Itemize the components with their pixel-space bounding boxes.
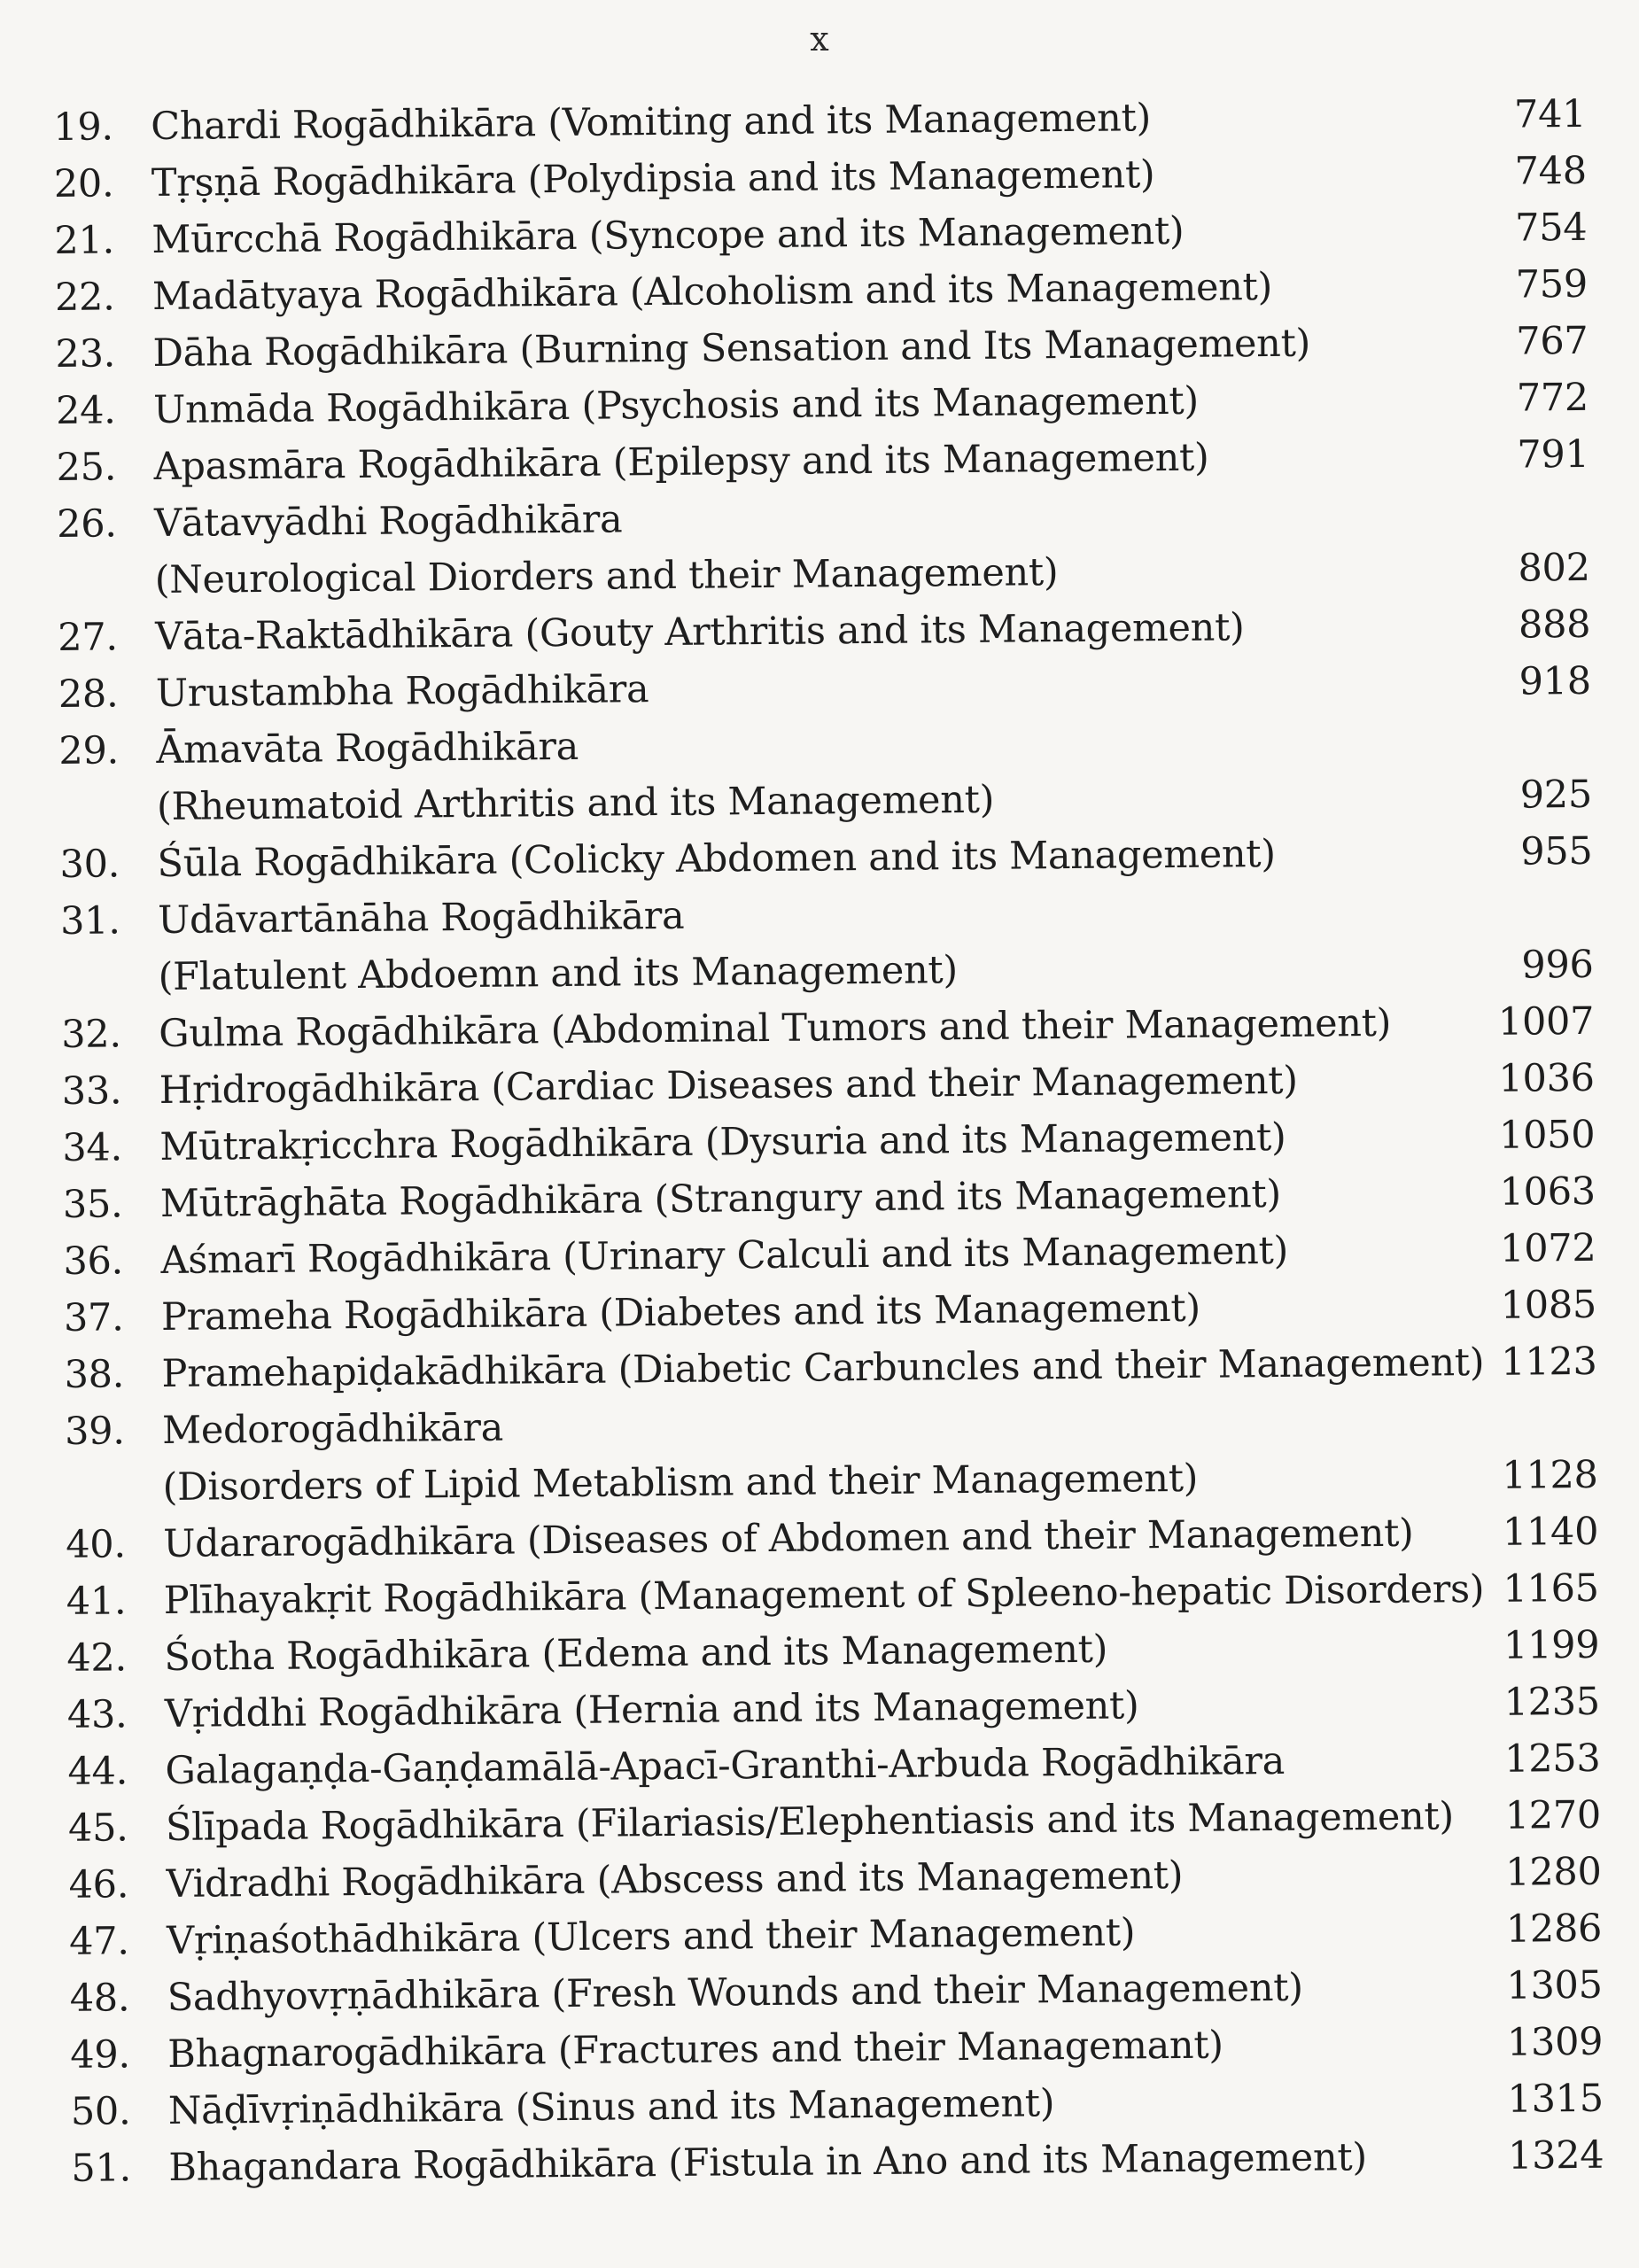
page-ref: 1199 [1503, 1622, 1600, 1668]
chapter-number: 27. [58, 615, 119, 660]
page-ref: 772 [1516, 375, 1589, 421]
page-ref: 1036 [1498, 1055, 1595, 1101]
chapter-title-line: Vṛiṇaśothādhikāra (Ulcers and their Management) [166, 1910, 1136, 1963]
chapter-title-line: Mūtrāghāta Rogādhikāra (Strangury and its Management) [159, 1171, 1282, 1226]
page-ref: 1309 [1506, 2019, 1604, 2065]
toc-entry [60, 880, 1594, 1006]
page-ref: 748 [1514, 148, 1587, 194]
chapter-title-line: Aśmarī Rogādhikāra (Urinary Calculi and its Management) [160, 1228, 1289, 1283]
toc-entry [57, 483, 1590, 610]
chapter-title-line: Urustambha Rogādhikāra [155, 667, 649, 717]
chapter-title-line: Madātyaya Rogādhikāra (Alcoholism and its Management) [151, 265, 1273, 320]
chapter-number: 45. [67, 1806, 128, 1851]
chapter-title-line: (Disorders of Lipid Metablism and their Management) [162, 1456, 1199, 1510]
chapter-title-line: Pramehapiḍakādhikāra (Diabetic Carbuncles and their Management) [161, 1340, 1485, 1396]
chapter-title-line: Sadhyovṛṇādhikāra (Fresh Wounds and their Management) [167, 1965, 1303, 2020]
page-ref: 888 [1518, 602, 1591, 648]
chapter-number: 43. [66, 1692, 128, 1737]
chapter-number: 34. [62, 1125, 123, 1170]
page-ref: 1253 [1503, 1736, 1601, 1782]
chapter-title-line: Udāvartānāha Rogādhikāra [157, 893, 685, 944]
chapter-title-line: Medorogādhikāra [161, 1405, 504, 1453]
chapter-title-line: Unmāda Rogādhikāra (Psychosis and its Management) [152, 378, 1200, 433]
chapter-title-line: Apasmāra Rogādhikāra (Epilepsy and its Management) [153, 435, 1209, 490]
chapter-title-line: Āmavāta Rogādhikāra [156, 724, 579, 773]
page-ref: 1165 [1503, 1565, 1599, 1612]
chapter-number: 37. [63, 1295, 124, 1340]
chapter-number: 51. [71, 2146, 132, 2191]
chapter-title-line: Vṛiddhi Rogādhikāra (Hernia and its Management) [164, 1683, 1139, 1736]
chapter-title-line: Śotha Rogādhikāra (Edema and its Management) [164, 1627, 1108, 1680]
page-ref: 754 [1514, 205, 1588, 251]
page-ref: 1140 [1502, 1509, 1599, 1555]
page-ref: 955 [1520, 828, 1593, 874]
page-ref: 918 [1519, 658, 1592, 704]
toc-entry [58, 710, 1592, 836]
chapter-title-line: Ślīpada Rogādhikāra (Filariasis/Elephentiasis and its Management) [165, 1794, 1455, 1850]
chapter-title-line: Śūla Rogādhikāra (Colicky Abdomen and its Management) [157, 831, 1276, 887]
chapter-title-line: (Flatulent Abdoemn and its Management) [158, 948, 959, 1000]
page-ref: 1123 [1501, 1339, 1597, 1385]
page-ref: 1007 [1497, 998, 1595, 1045]
chapter-number: 48. [69, 1976, 130, 2021]
chapter-title-line: Nāḍīvṛiṇādhikāra (Sinus and its Management) [167, 2081, 1055, 2133]
chapter-number: 38. [64, 1352, 125, 1397]
toc-entry [71, 2127, 1604, 2197]
chapter-number: 46. [68, 1862, 129, 1907]
page-ref: 996 [1521, 942, 1594, 988]
table-of-contents [53, 86, 1604, 2197]
chapter-number: 40. [66, 1522, 126, 1567]
page-ref: 1270 [1504, 1792, 1602, 1838]
chapter-number: 28. [58, 672, 119, 717]
chapter-number: 20. [53, 161, 114, 206]
chapter-number: 36. [63, 1239, 124, 1284]
chapter-number: 25. [56, 445, 117, 490]
page-ref: 767 [1516, 318, 1589, 364]
chapter-title-line: Gulma Rogādhikāra (Abdominal Tumors and their Management) [158, 1000, 1392, 1056]
chapter-number: 41. [66, 1579, 127, 1624]
chapter-title-line: Dāha Rogādhikāra (Burning Sensation and Its Management) [152, 321, 1311, 377]
chapter-title-line: Tṛṣṇā Rogādhikāra (Polydipsia and its Management) [151, 152, 1155, 206]
chapter-number: 31. [59, 898, 120, 944]
chapter-title-line: Vidradhi Rogādhikāra (Abscess and its Management) [166, 1852, 1184, 1907]
page-ref: 759 [1515, 261, 1589, 307]
page-ref: 1235 [1503, 1679, 1601, 1725]
chapter-number: 49. [70, 2032, 130, 2078]
toc-entry [65, 1390, 1598, 1517]
chapter-title-line: Chardi Rogādhikāra (Vomiting and its Management) [151, 96, 1152, 150]
chapter-number: 30. [59, 842, 120, 887]
page-ref: 1305 [1506, 1962, 1603, 2008]
chapter-number: 26. [56, 501, 117, 547]
chapter-title-line: Vātavyādhi Rogādhikāra [153, 497, 623, 547]
chapter-number: 35. [62, 1182, 123, 1227]
chapter-number: 29. [58, 728, 120, 773]
chapter-number: 33. [61, 1068, 122, 1114]
chapter-number: 47. [68, 1919, 129, 1964]
page-ref: 1280 [1505, 1849, 1602, 1895]
chapter-title-line: (Neurological Diorders and their Management) [154, 550, 1059, 603]
chapter-title-line: Udararogādhikāra (Diseases of Abdomen and their Management) [163, 1511, 1414, 1566]
page-ref: 1315 [1507, 2076, 1604, 2122]
chapter-title-line: (Rheumatoid Arthritis and its Management) [156, 777, 995, 830]
chapter-number: 50. [70, 2089, 131, 2134]
chapter-number: 23. [55, 331, 116, 377]
chapter-number: 42. [66, 1635, 128, 1681]
chapter-number: 24. [55, 388, 116, 433]
chapter-number: 44. [67, 1749, 128, 1794]
page-number: x [810, 19, 829, 58]
chapter-title [156, 711, 1495, 835]
chapter-title-line: Mūrcchā Rogādhikāra (Syncope and its Management) [151, 208, 1185, 263]
page-ref: 1085 [1500, 1282, 1597, 1328]
page-ref: 791 [1517, 431, 1589, 478]
chapter-title-line: Prameha Rogādhikāra (Diabetes and its Management) [160, 1285, 1201, 1340]
page-ref: 925 [1519, 772, 1593, 818]
page-ref: 1072 [1499, 1225, 1596, 1271]
chapter-title [168, 2128, 1507, 2196]
chapter-title [158, 881, 1496, 1006]
chapter-title-line: Hṛidrogādhikāra (Cardiac Diseases and their Management) [159, 1058, 1298, 1113]
page-ref: 1286 [1505, 1906, 1603, 1952]
chapter-number: 39. [64, 1409, 125, 1454]
chapter-title-line: Mūtrakṛicchra Rogādhikāra (Dysuria and its Management) [159, 1115, 1286, 1169]
page-ref: 1063 [1499, 1169, 1596, 1215]
chapter-title-line: Galagaṇḍa-Gaṇḍamālā-Apacī-Granthi-Arbuda Rogādhikāra [165, 1738, 1286, 1793]
chapter-title [162, 1391, 1501, 1516]
page-ref: 1324 [1507, 2132, 1604, 2179]
chapter-number: 22. [54, 275, 115, 320]
chapter-title-line: Vāta-Raktādhikāra (Gouty Arthritis and its Management) [155, 605, 1245, 660]
chapter-title [154, 484, 1493, 609]
chapter-number: 21. [54, 218, 115, 263]
page-ref: 1050 [1498, 1112, 1596, 1158]
chapter-number: 32. [60, 1012, 121, 1057]
chapter-title-line: Bhagandara Rogādhikāra (Fistula in Ano and its Management) [168, 2135, 1368, 2190]
page-ref: 741 [1513, 91, 1587, 137]
chapter-title-line: Plīhayakṛit Rogādhikāra (Management of Spleeno-hepatic Disorders) [163, 1566, 1485, 1623]
page-ref: 802 [1518, 545, 1590, 591]
chapter-number: 19. [53, 105, 113, 150]
chapter-title-line: Bhagnarogādhikāra (Fractures and their Managemant) [167, 2023, 1223, 2077]
page-ref: 1128 [1502, 1452, 1598, 1498]
